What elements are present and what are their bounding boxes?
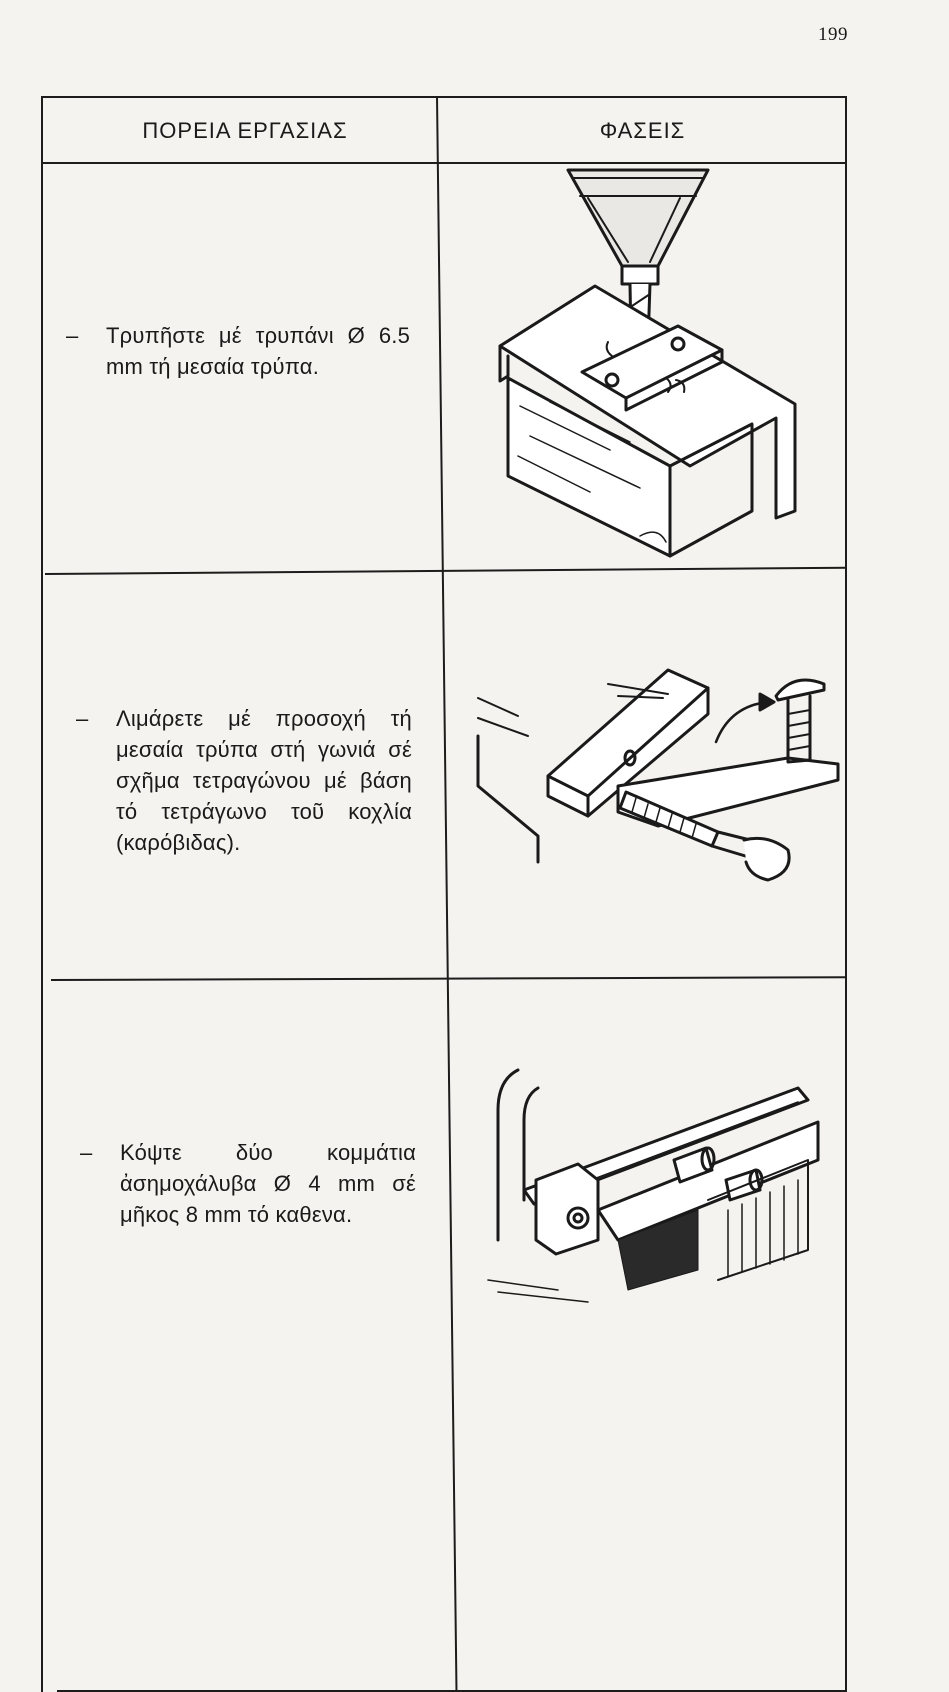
row-divider-1	[45, 567, 847, 575]
header-divider	[41, 162, 847, 164]
bullet-dash: –	[66, 323, 79, 348]
table-border-top	[41, 96, 847, 98]
step-2-instruction: Λιμάρετε μέ προσοχή τή μεσαία τρύπα στή γωνιά σέ σχῆμα τετραγώνου μέ βάση τό τετράγωνο τοῦ κοχλία (καρόβιδας).	[116, 706, 412, 855]
step-3-text	[80, 1137, 416, 1230]
step-3-instruction: Κόψτε δύο κομμάτια ἀσημοχάλυβα Ø 4 mm σέ μῆκος 8 mm τό καθενα.	[120, 1140, 416, 1227]
step-1-instruction: Τρυπῆστε μέ τρυπάνι Ø 6.5 mm τή μεσαία τρύπα.	[106, 323, 410, 379]
header-phases: ΦΑΣΕΙΣ	[599, 118, 686, 143]
header-procedure: ΠΟΡΕΙΑ ΕΡΓΑΣΙΑΣ	[142, 118, 348, 143]
hacksaw-cutting-rod-icon	[478, 1040, 828, 1310]
row-divider-2	[51, 976, 847, 981]
page-number: 199	[818, 24, 848, 45]
drill-bit-drilling-plate-icon	[490, 166, 805, 566]
bullet-dash: –	[76, 706, 89, 731]
table-border-right	[845, 96, 847, 1692]
step-1-text	[66, 320, 410, 382]
step-2-text	[76, 703, 412, 858]
table-border-left	[41, 96, 43, 1692]
column-divider	[436, 96, 457, 1692]
bullet-dash: –	[80, 1140, 93, 1165]
filing-square-hole-bolt-icon	[468, 636, 848, 886]
